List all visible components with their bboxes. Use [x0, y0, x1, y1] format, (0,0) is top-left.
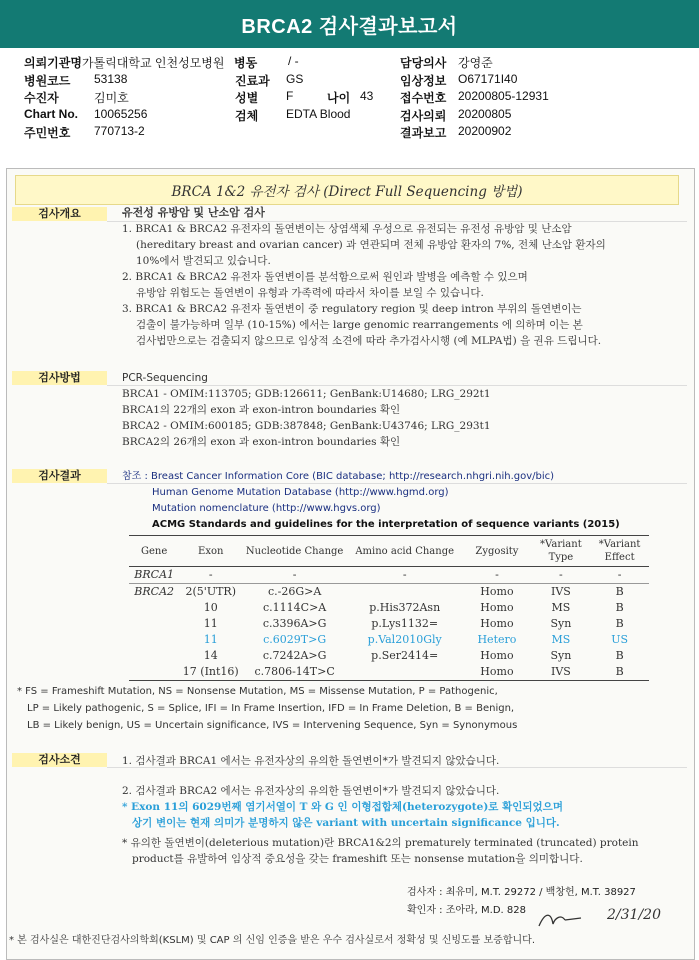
paper-title-text: BRCA 1&2 유전자 검사 (Direct Full Sequencing 방법): [171, 184, 523, 200]
variant-table: [129, 535, 649, 681]
table-row: [129, 584, 649, 601]
doctor-label: 담당의사: [400, 56, 447, 70]
table-cell: Syn: [550, 649, 572, 662]
column-header: Exon: [179, 536, 242, 567]
ssn-value: 770713-2: [94, 124, 145, 138]
table-cell: Homo: [480, 617, 514, 630]
table-cell: 11: [203, 633, 218, 646]
receipt-value: 20200805-12931: [458, 89, 549, 103]
signature: [535, 904, 585, 934]
table-cell: B: [590, 664, 649, 681]
overview-line: 1. BRCA1 & BRCA2 유전자의 돌연변이는 상염색체 우성으로 유전되는 유전성 유방암 및 난소암: [122, 223, 572, 235]
table-row: [129, 648, 649, 664]
table-cell: B: [615, 649, 624, 662]
table-cell: p.Val2010Gly: [367, 633, 442, 646]
table-cell: [129, 632, 179, 648]
age-value: 43: [360, 89, 374, 103]
overview-text: [122, 221, 687, 349]
table-cell: c.1114C>A: [263, 601, 327, 614]
dept-value: GS: [286, 71, 304, 86]
info-row: [24, 107, 684, 125]
table-cell: IVS: [550, 585, 571, 598]
footnotes: [17, 683, 517, 734]
table-cell: Homo: [480, 601, 514, 614]
table-row: [129, 664, 649, 681]
overview-line: 10%에서 발견되고 있습니다.: [136, 255, 271, 267]
info-row: [24, 54, 684, 72]
hospital-label: 의뢰기관명: [24, 56, 82, 70]
table-cell: c.-26G>A: [267, 585, 322, 598]
age-label: 나이: [327, 91, 351, 105]
report-value: 20200902: [458, 124, 512, 138]
report-label: 결과보고: [400, 126, 447, 140]
method-line: BRCA2의 26개의 exon 과 exon-intron boundaries 확인: [122, 436, 401, 448]
variant-note-line: 상기 변이는 현재 의미가 분명하지 않은 variant with uncertain significance 입니다.: [132, 817, 560, 829]
opinion-variant-note: [122, 799, 563, 831]
table-cell: [347, 584, 462, 601]
specimen-label: 검체: [235, 108, 259, 123]
opinion-definition: [122, 835, 639, 867]
table-cell: [129, 600, 179, 616]
table-cell: Homo: [462, 664, 531, 681]
ward-value: / -: [288, 54, 299, 68]
examiner: 검사자 : 최유미, M.T. 29272 / 백창헌, M.T. 38927: [407, 887, 636, 898]
table-cell: Homo: [480, 649, 514, 662]
reference-line: ACMG Standards and guidelines for the interpretation of sequence variants (2015): [152, 519, 620, 530]
code-label: 병원코드: [24, 73, 71, 88]
footnote-line: LB = Likely benign, US = Uncertain significance, IVS = Intervening Sequence, Syn = Synonymous: [27, 720, 518, 731]
overview-heading: 유전성 유방암 및 난소암 검사: [122, 206, 265, 219]
method-line: BRCA1의 22개의 exon 과 exon-intron boundaries 확인: [122, 404, 401, 416]
specimen-value: EDTA Blood: [286, 106, 351, 121]
overview-line: 유방암 위험도는 돌연변이 유형과 가족력에 따라서 차이를 보일 수 있습니다.: [136, 287, 484, 299]
definition-line: * 유의한 돌연변이(deleterious mutation)란 BRCA1&2의 prematurely terminated (truncated) protein: [122, 837, 639, 849]
table-cell: B: [615, 601, 624, 614]
table-cell: c.7242A>G: [262, 649, 327, 662]
table-cell: [129, 664, 179, 681]
table-cell: c.6029T>G: [263, 633, 327, 646]
table-cell: 17 (Int16): [179, 664, 242, 681]
confirmer: 확인자 : 조아라, M.D. 828: [407, 905, 526, 916]
table-row: [129, 600, 649, 616]
table-cell: BRCA2: [134, 585, 175, 598]
table-cell: -: [242, 567, 347, 584]
table-cell: 2(5'UTR): [185, 585, 236, 598]
table-row: [129, 567, 649, 584]
column-header: Zygosity: [462, 536, 531, 567]
handwritten-date: 2/31/20: [607, 907, 661, 923]
section-overview-label: 검사개요: [12, 207, 107, 221]
ward-label: 병동: [234, 56, 258, 70]
table-cell: 11: [203, 617, 218, 630]
table-row: [129, 616, 649, 632]
table-cell: p.Lys1132=: [371, 617, 439, 630]
table-cell: MS: [551, 601, 571, 614]
section-opinion-label: 검사소견: [12, 753, 107, 767]
table-header-row: [129, 536, 649, 567]
table-cell: -: [590, 567, 649, 584]
overview-line: 2. BRCA1 & BRCA2 유전자 돌연변이를 분석함으로써 원인과 발병을 예측할 수 있으며: [122, 271, 528, 283]
sex-label: 성별: [235, 91, 259, 105]
table-cell: 10: [203, 601, 218, 614]
overview-line: 검사법만으로는 검출되지 않으므로 임상적 소견에 따라 추가검사시행 (예 MLPA법) 을 권유 드립니다.: [136, 335, 602, 347]
table-cell: p.His372Asn: [369, 601, 441, 614]
opinion-line-2: 2. 검사결과 BRCA2 에서는 유전자상의 유의한 돌연변이*가 발견되지 않았습니다.: [122, 785, 500, 797]
info-row: [24, 89, 684, 107]
table-cell: Hetero: [477, 633, 517, 646]
section-result-label: 검사결과: [12, 469, 107, 483]
paper-title: [15, 175, 679, 205]
clinical-value: O67171I40: [458, 71, 518, 86]
method-line: PCR-Sequencing: [122, 372, 208, 384]
table-cell: [347, 664, 462, 681]
scanned-report: [6, 168, 695, 960]
overview-line: (hereditary breast and ovarian cancer) 과 연관되며 전체 유방암 환자의 7%, 전체 난소암 환자의: [136, 239, 606, 251]
info-row: [24, 124, 684, 142]
method-text: [122, 370, 491, 450]
column-header: *Variant Type: [532, 536, 591, 567]
code-value: 53138: [94, 71, 128, 86]
reference-line: Mutation nomenclature (http://www.hgvs.org): [152, 503, 381, 514]
patient-value: 김미호: [94, 91, 129, 105]
table-row: [129, 632, 649, 648]
dept-label: 진료과: [235, 73, 270, 88]
table-cell: B: [615, 585, 624, 598]
table-cell: -: [179, 567, 242, 584]
table-cell: [129, 648, 179, 664]
table-cell: -: [532, 567, 591, 584]
table-cell: -: [347, 567, 462, 584]
footnote-line: LP = Likely pathogenic, S = Splice, IFI = In Frame Insertion, IFD = In Frame Deletion, B = Benign,: [27, 703, 515, 714]
report-title-bar: [0, 0, 699, 48]
table-cell: B: [615, 617, 624, 630]
table-cell: MS: [551, 633, 571, 646]
doctor-value: 강영준: [458, 56, 493, 70]
column-header: Gene: [129, 536, 179, 567]
method-line: BRCA1 - OMIM:113705; GDB:126611; GenBank:U14680; LRG_292t1: [122, 388, 491, 400]
overview-line: 3. BRCA1 & BRCA2 유전자 돌연변이 중 regulatory region 및 deep intron 부위의 돌연변이는: [122, 303, 582, 315]
table-cell: -: [462, 567, 531, 584]
column-header: Nucleotide Change: [242, 536, 347, 567]
request-label: 검사의뢰: [400, 108, 447, 123]
table-cell: Syn: [550, 617, 572, 630]
patient-info: [24, 54, 684, 142]
method-line: BRCA2 - OMIM:600185; GDB:387848; GenBank:U43746; LRG_293t1: [122, 420, 491, 432]
table-cell: c.3396A>G: [262, 617, 327, 630]
reference-line: Human Genome Mutation Database (http://www.hgmd.org): [152, 487, 449, 498]
column-header: Amino acid Change: [347, 536, 462, 567]
reference-line: 참조 : Breast Cancer Information Core (BIC database; http://research.nhgri.nih.gov/bic): [122, 471, 555, 482]
footnote-line: * FS = Frameshift Mutation, NS = Nonsense Mutation, MS = Missense Mutation, P = Pathogenic,: [17, 686, 498, 697]
table-cell: US: [611, 633, 629, 646]
opinion-line-1: 1. 검사결과 BRCA1 에서는 유전자상의 유의한 돌연변이*가 발견되지 않았습니다.: [122, 755, 500, 767]
info-row: [24, 72, 684, 90]
table-cell: 14: [203, 649, 218, 662]
variant-note-line: * Exon 11의 6029번째 염기서열이 T 와 G 인 이형접합체(heterozygote)로 확인되었으며: [122, 801, 563, 813]
patient-label: 수진자: [24, 91, 59, 105]
table-cell: Homo: [480, 585, 514, 598]
ssn-label: 주민번호: [24, 126, 71, 140]
sex-value: F: [286, 89, 294, 103]
request-value: 20200805: [458, 106, 512, 121]
table-cell: IVS: [532, 664, 591, 681]
table-cell: BRCA1: [129, 567, 179, 584]
certification-note: * 본 검사실은 대한진단검사의학회(KSLM) 및 CAP 의 신임 인증을 받은 우수 검사실로서 정확성 및 신빙도를 보증합니다.: [9, 935, 535, 946]
report-title: BRCA2 검사결과보고서: [241, 15, 458, 38]
receipt-label: 접수번호: [400, 91, 447, 105]
table-cell: p.Ser2414=: [371, 649, 439, 662]
column-header: *Variant Effect: [590, 536, 649, 567]
chart-value: 10065256: [94, 106, 148, 121]
table-cell: [129, 616, 179, 632]
definition-line: product를 유발하여 임상적 중요성을 갖는 frameshift 또는 nonsense mutation을 의미합니다.: [132, 853, 583, 865]
hospital-value: 가톨릭대학교 인천성모병원: [82, 56, 225, 70]
table-body: [129, 567, 649, 681]
table-cell: c.7806-14T>C: [242, 664, 347, 681]
chart-label: Chart No.: [24, 106, 78, 121]
references: [122, 469, 620, 533]
overview-line: 검출이 불가능하며 일부 (10-15%) 에서는 large genomic rearrangements 에 의하며 이는 본: [136, 319, 583, 331]
section-method-label: 검사방법: [12, 371, 107, 385]
clinical-label: 임상정보: [400, 73, 447, 88]
